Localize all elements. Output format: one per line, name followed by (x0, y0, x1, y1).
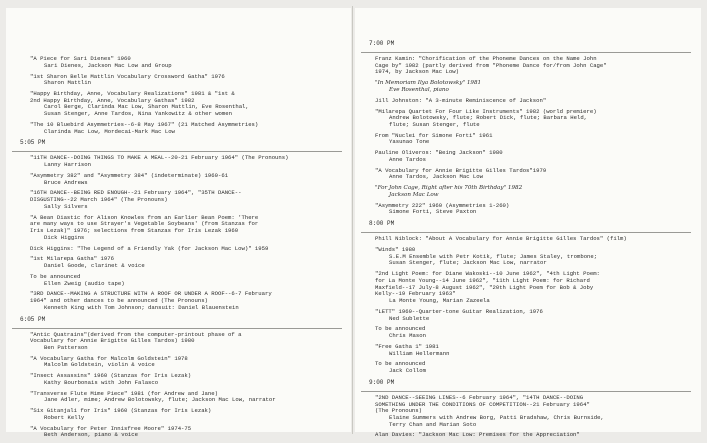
entry-title: Alan Davies: "Jackson Mac Low: Premises for the Appreciation" (375, 431, 580, 439)
entry-performers: La Monte Young, Marian Zazeela (389, 297, 490, 305)
entry-title: "11TH DANCE--DOING THINGS TO MAKE A MEAL--20-21 February 1964" (The Pronouns) (30, 154, 289, 162)
time-heading: 7:00 PM (369, 40, 395, 47)
program-entry (375, 344, 701, 357)
entry-title: "Asymmetry 382" and "Asymmetry 384" (indeterminate) 1960-61 (30, 171, 229, 179)
program-entry (375, 203, 701, 216)
program-entry (30, 356, 351, 369)
entry-title: "Asymmetry 222" 1960 (Asymmetries 1-260) (375, 201, 510, 209)
entry-title: "Milarepa Quartet For Four Like Instruments" 1982 (world premiere) (375, 107, 597, 115)
entry-title: To be announced (375, 325, 426, 333)
entry-performers: Robert Kelly (44, 413, 85, 421)
program-entry (375, 326, 701, 339)
right-page (355, 8, 701, 439)
entry-performers: Sharon Mattlin (44, 79, 91, 87)
entry-title: To be announced (375, 360, 426, 368)
entry-title: Vocabulary for Annie Brigitte Gilles Tardos) 1980 (30, 337, 195, 345)
program-entry (30, 274, 351, 287)
program-entry (375, 432, 701, 439)
entry-performers: S.E.M Ensemble with Petr Kotik, flute; James Staley, trombone; (389, 252, 598, 260)
entry-title: "1st Sharon Belle Mattlin Vocabulary Crossword Gatha" 1976 (30, 72, 225, 80)
left-program-column (6, 8, 351, 443)
entry-title: "Happy Birthday, Anne, Vocabulary Realizations" 1981 & "1st & (30, 90, 235, 97)
program-entry (375, 395, 701, 429)
entry-title: "A Vocabulary for Annie Brigitte Gilles Tardos"1979 (375, 166, 547, 174)
entry-performers: Dick Higgins (44, 233, 85, 241)
entry-title: are many ways to use Strayer's Vegetable Soybeans' (from Stanzas for (30, 220, 259, 228)
program-entry (30, 155, 351, 168)
entry-title: "Transverse Flute Mime Piece" 1981 (for Andrew and Jane) (30, 389, 218, 397)
time-heading: 6:05 PM (20, 315, 46, 323)
entry-performers: Sari Dienes, Jackson Mac Low and Group (44, 61, 172, 69)
entry-performers: Ben Patterson (44, 343, 88, 351)
program-entry (30, 332, 351, 352)
entry-performers: Bruce Andrews (44, 178, 88, 186)
entry-title: "Six Gitanjali for Iris" 1960 (Stanzas for Iris Lezak) (30, 407, 212, 415)
entry-title: DISGUSTING--22 March 1964" (The Pronouns) (30, 196, 168, 204)
section-rule (12, 328, 342, 329)
entry-title: "In Memoriam Ilya Bolotowsky" 1981 (375, 80, 482, 87)
entry-title: Maxfield--17 July-8 August 1962", "20th Light Poem for Bob & Joby (375, 283, 594, 291)
program-entry (30, 190, 351, 210)
program-entry (30, 215, 351, 242)
section-rule (361, 232, 691, 233)
program-entry (375, 236, 701, 243)
program-entry (30, 122, 351, 135)
section-rule (361, 391, 691, 392)
entry-title: "Insect Assassins" 1960 (Stanzas for Iris Lezak) (30, 372, 192, 380)
program-entry (375, 80, 701, 93)
program-entry (375, 150, 701, 163)
entry-title: "A Piece for Sari Dienes" 1960 (30, 55, 131, 62)
entry-title: "16TH DANCE--BEING RED ENOUGH--21 February 1964", "35TH DANCE-- (30, 189, 242, 197)
entry-performers: Anne Tardos, Jackson Mac Low (389, 173, 483, 181)
entry-title: Jill Johnston: "A 3-minute Reminiscence of Jackson" (375, 96, 547, 104)
program-entry (375, 133, 701, 146)
program-entry (375, 361, 701, 374)
entry-performers: Simone Forti, Steve Paxton (389, 208, 477, 216)
program-entry (375, 247, 701, 267)
entry-title: "2ND DANCE--SEEING LINES--6 February 1964", "14TH DANCE--DOING (375, 393, 584, 401)
entry-title: From "Nuclei for Simone Forti" 1961 (375, 131, 493, 139)
section-rule (12, 151, 342, 152)
entry-performers: Terry Chan and Marian Soto (389, 420, 477, 428)
program-entry (30, 391, 351, 404)
entry-performers: Sally Silvers (44, 202, 88, 210)
entry-title: "A Bean Diastic for Alison Knowles from an Earlier Bean Poem: 'There (30, 213, 259, 221)
entry-title: "For John Cage, Right after his 70th Birthday" 1982 (375, 185, 523, 192)
section-rule (361, 52, 691, 53)
entry-performers: Yasunao Tone (389, 138, 430, 146)
page-fold (352, 6, 353, 434)
entry-title: "A Vocabulary Gatha for Malcolm Goldstein" 1978 (30, 354, 188, 362)
entry-title: Cage by" 1982 (partly derived from "Phoneme Dance for/from John Cage" (375, 61, 607, 69)
entry-performers: Andrew Bolotowsky, flute; Robert Dick, flute; Barbara Held, (389, 114, 588, 122)
entry-performers: Malcolm Goldstein, violin & voice (44, 361, 155, 369)
entry-title: Kelly--19 February 1963" (375, 290, 456, 298)
entry-performers: Eve Rosenthal, piano (389, 86, 449, 93)
entry-title: SOMETHING UNDER THE CONDITIONS OF COMPETITION--21 February 1964" (375, 400, 590, 408)
entry-title: for La Monte Young--14 June 1962", "11th Light Poem: for Richard (375, 276, 590, 284)
entry-performers: Jane Adler, mime; Andrew Bolotowsky, flute; Jackson Mac Low, narrator (44, 396, 276, 404)
entry-performers: Anne Tardos (389, 155, 426, 163)
program-entry (30, 426, 351, 439)
entry-performers: flute; Susan Stenger, flute (389, 120, 480, 128)
entry-performers: Jack Collom (389, 367, 426, 375)
program-entry (30, 56, 351, 69)
entry-title: Dick Higgins: "The Legend of a Friendly Yak (for Jackson Mac Low)" 1959 (30, 244, 269, 252)
program-entry (375, 309, 701, 322)
entry-title: "A Vocabulary for Peter Innisfree Moore" 1974-75 (30, 424, 192, 432)
program-entry (375, 185, 701, 198)
entry-title: "The 10 Bluebird Asymmetries--6-8 May 1967" (21 Matched Asymmetries) (30, 120, 259, 128)
entry-performers: Kathy Bourbonais with John Falasco (44, 378, 159, 386)
time-heading: 8:00 PM (369, 220, 395, 228)
entry-title: Pauline Oliveros: "Being Jackson" 1980 (375, 149, 503, 157)
program-entry (30, 246, 351, 253)
entry-performers: Ned Sublette (389, 314, 430, 322)
program-entry (30, 74, 351, 87)
entry-performers: Lanny Harrison (44, 161, 91, 169)
entry-performers: Beth Anderson, piano & voice (44, 431, 138, 439)
entry-title: "3RD DANCE--MAKING A STRUCTURE WITH A ROOF OR UNDER A ROOF--6-7 February (30, 290, 272, 298)
entry-title: To be announced (30, 272, 81, 280)
left-page (6, 8, 351, 439)
entry-title: "Antic Quatrains"(derived from the computer-printout phase of a (30, 330, 242, 338)
entry-title: 2nd Happy Birthday, Anne, Vocabulary Gathas" 1982 (30, 96, 195, 104)
entry-title: "Winds" 1980 (375, 246, 416, 253)
entry-title: "Free Gatha 1" 1981 (375, 342, 439, 350)
entry-performers: Kenneth King with Tom Johnson; dansuit: Daniel Blauenstein (44, 303, 239, 311)
entry-title: 1974, by Jackson Mac Low) (375, 68, 459, 76)
program-entry (375, 56, 701, 76)
entry-performers: Carol Berge, Clarinda Mac Low, Sharon Mattlin, Eve Rosenthal, (44, 103, 249, 111)
entry-title: 1964" and other dances to be announced (The Pronouns) (30, 297, 208, 305)
program-entry (30, 408, 351, 421)
entry-title: Iris Lezak)" 1976; selections from Stanzas for Iris Lezak 1960 (30, 227, 239, 235)
program-entry (30, 373, 351, 386)
entry-performers: Clarinda Mac Low, Mordecai-Mark Mac Low (44, 127, 175, 135)
program-entry (30, 256, 351, 269)
entry-performers: Ellen Zweig (audio tape) (44, 279, 125, 287)
entry-title: Phill Niblock: "About A Vocabulary for Annie Brigitte Gilles Tardos" (film) (375, 235, 627, 243)
program-entry (375, 168, 701, 181)
time-heading: 9:00 PM (369, 378, 395, 386)
program-entry (375, 98, 701, 105)
entry-title: Franz Kamin: "Chorification of the Phoneme Dances on the Name John (375, 55, 597, 62)
time-heading: 5:05 PM (20, 139, 46, 147)
program-entry (30, 173, 351, 186)
entry-title: "LETT" 1969--Quarter-tone Guitar Realization, 1976 (375, 307, 543, 315)
entry-performers: Elaine Summers with Andrew Borg, Patti Bradshaw, Chris Burnside, (389, 413, 604, 421)
entry-title: "1st Milarepa Gatha" 1976 (30, 255, 114, 263)
entry-performers: Jackson Mac Low (389, 191, 439, 198)
entry-performers: Daniel Goode, clarinet & voice (44, 262, 145, 270)
entry-performers: William Hellermann (389, 349, 450, 357)
program-entry (30, 91, 351, 118)
entry-performers: Chris Mason (389, 332, 426, 340)
program-entry (375, 271, 701, 305)
entry-performers: Susan Stenger, Anne Tardos, Nina Yankowitz & other women (44, 110, 232, 118)
program-entry (30, 291, 351, 311)
entry-title: (The Pronouns) (375, 407, 422, 415)
entry-performers: Susan Stenger, flute; Jackson Mac Low, narrator (389, 259, 547, 267)
right-program-column (355, 8, 701, 443)
program-entry (375, 109, 701, 129)
entry-title: "2nd Light Poem: for Diane Wakoski--10 June 1962", "4th Light Poem: (375, 270, 600, 278)
